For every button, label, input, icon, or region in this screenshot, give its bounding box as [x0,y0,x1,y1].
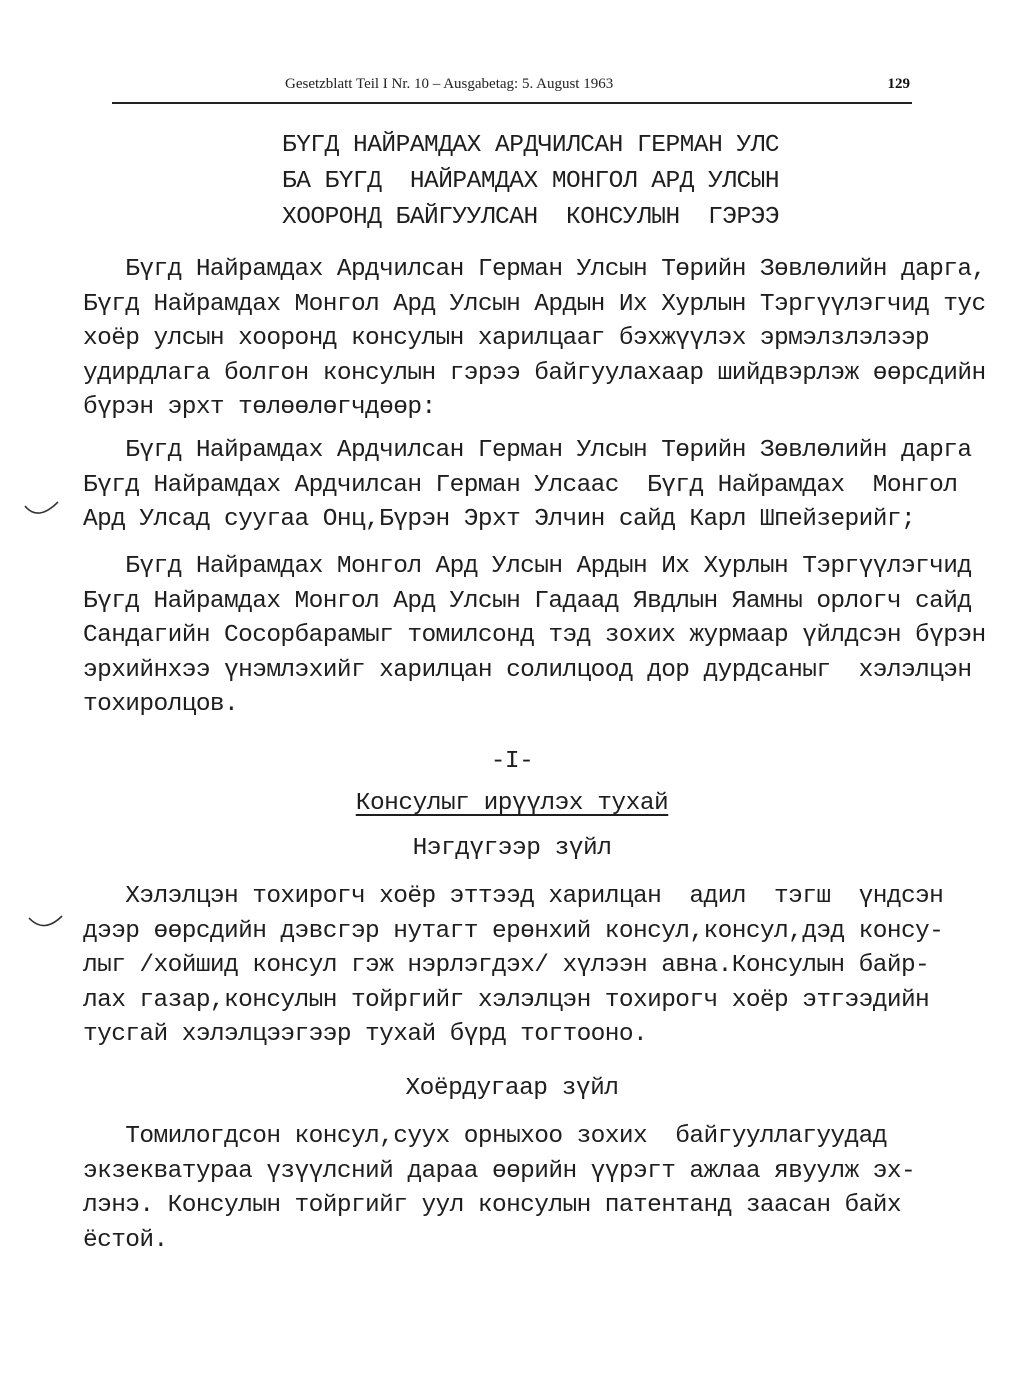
preamble-paragraph-2 [83,434,972,538]
text-line: бүрэн эрхт төлөөлөгчдөөр: [83,394,436,421]
margin-pencil-mark [22,496,62,526]
document-title [282,128,802,236]
text-line: лах газар,консулын тойргийг хэлэлцэн тохирогч хоёр этгээдийн [83,986,930,1014]
title-line: ХООРОНД БАЙГУУЛСАН КОНСУЛЫН ГЭРЭЭ [282,204,780,231]
running-header [100,76,910,100]
header-rule [112,102,912,104]
title-line: БА БҮГД НАЙРАМДАХ МОНГОЛ АРД УЛСЫН [282,168,780,195]
text-line: тусгай хэлэлцээгээр тухай бүрд тогтооно. [83,1021,648,1048]
text-line: лэнэ. Консулын тойргийг уул консулын патентанд заасан байх [83,1192,901,1219]
article-1-heading: Нэгдүгээр зүйл [412,835,612,862]
title-line: БҮГД НАЙРАМДАХ АРДЧИЛСАН ГЕРМАН УЛС [282,132,780,159]
page-number: 129 [887,76,910,92]
text-line: ёстой. [83,1226,168,1254]
article-2-heading: Хоёрдугаар зүйл [405,1075,619,1102]
article-2-body [83,1120,923,1258]
preamble-paragraph-3 [83,550,986,723]
text-line: Бүгд Найрамдах Ардчилсан Герман Улсын Төрийн Зөвлөлийн дарга [83,437,972,464]
text-line: тохиролцов. [83,691,239,718]
text-line: Бүгд Найрамдах Монгол Ард Улсын Ардын Их Хурлын Тэргүүлэгчид тус [83,290,986,318]
text-line: лыг /хойшид консул гэж нэрлэгдэх/ хүлээн авна.Консулын байр- [83,952,930,979]
margin-pencil-mark [26,912,66,938]
text-line: Хэлэлцэн тохирогч хоёр эттээд харилцан адил тэгш үндсэн [83,883,944,910]
text-line: дээр өөрсдийн дэвсгэр нутагт ерөнхий консул,консул,дэд консу- [83,917,944,945]
text-line: Бүгд Найрамдах Монгол Ард Улсын Ардын Их Хурлын Тэргүүлэгчид [83,553,972,580]
preamble-paragraph-1 [83,253,986,426]
text-line: удирдлага болгон консулын гэрээ байгуулахаар шийдвэрлэж өөрсдийн [83,359,986,387]
section-title-text: Консулыг иpүүлэх тухай [355,790,669,817]
text-line: Томилогдсон консул,суух орныхоо зохих байгууллагуудад [83,1123,887,1150]
text-line: Бүгд Найрамдах Ардчилсан Герман Улсаас Бүгд Найрамдах Монгол [83,471,958,499]
text-line: Ард Улсад суугаа Онц,Бүрэн Эрхт Элчин сайд Карл Шпейзерийг; [83,506,916,533]
text-line: Бүгд Найрамдах Монгол Ард Улсын Гадаад Явдлын Яамны орлогч сайд [83,587,972,615]
text-line: экзекватураа үзүүлсний дараа өөрийн үүрэгт ажлаа явуулж эх- [83,1157,916,1185]
text-line: Сандагийн Сосорбарамыг томилсонд тэд зохих журмаар үйлдсэн бүрэн [83,622,986,649]
text-line: эрхийнхээ үнэмлэхийг харилцан солилцоод дор дурдсаныг хэлэлцэн [83,656,972,684]
article-1-body [83,880,944,1053]
text-line: хоёр улсын хооронд консулын харилцааг бэхжүүлэх эрмэлзлэлээр [83,325,930,352]
text-line: Бүгд Найрамдах Ардчилсан Герман Улсын Төрийн Зөвлөлийн дарга, [83,256,986,283]
section-title [0,790,1024,817]
section-number: -I- [490,748,534,775]
running-title: Gesetzblatt Teil I Nr. 10 – Ausgabetag: 5. August 1963 [285,76,614,92]
